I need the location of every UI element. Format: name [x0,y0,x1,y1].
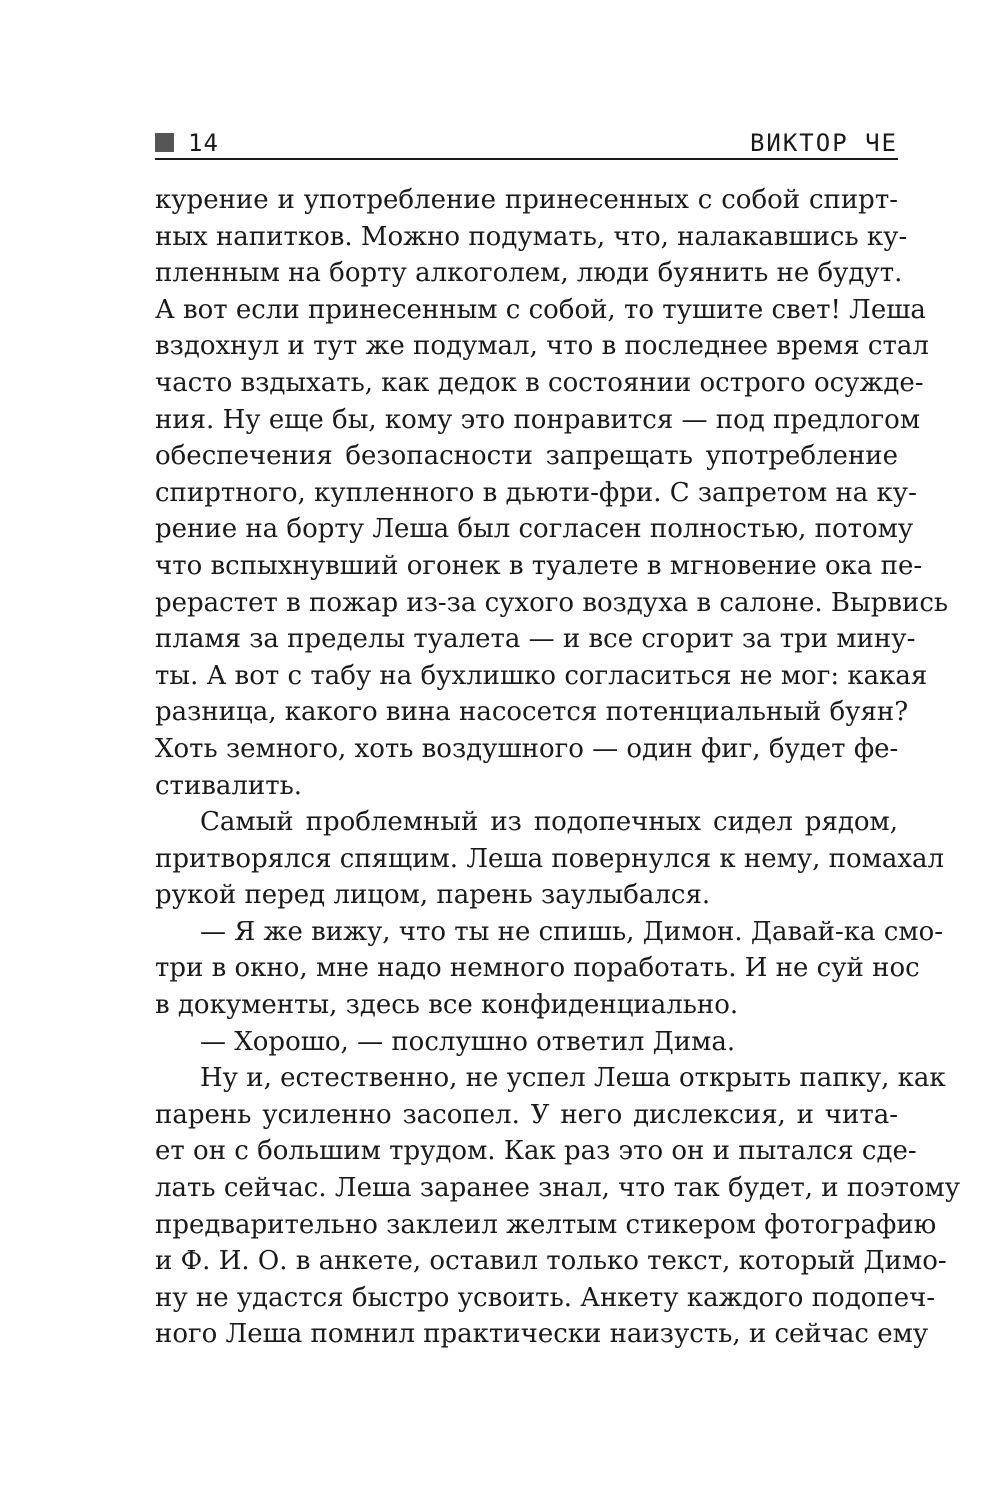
text-line: ты. А вот с табу на бухлишко согласиться не мог: какая [155,660,928,691]
header-square-marker [155,133,174,152]
text-line: разница, какого вина насосется потенциальный буян? [155,697,909,728]
text-line: рение на борту Леша был согласен полностью, потому [155,514,914,545]
text-line: Самый проблемный из подопечных сидел рядом, [200,807,898,838]
text-line: ния. Ну еще бы, кому это понравится — под предлогом [155,404,921,435]
text-line: рерастет в пожар из-за сухого воздуха в салоне. Вырвись [155,587,949,618]
text-line: Ну и, естественно, не успел Леша открыть папку, как [200,1063,946,1094]
text-line: ну не удастся быстро усвоить. Анкету каждого подопеч- [155,1282,936,1313]
text-line: рукой перед лицом, парень заулыбался. [155,880,711,911]
text-line: в документы, здесь все конфиденциально. [155,990,739,1021]
page-number: 14 [188,129,219,157]
text-line: А вот если принесенным с собой, то тушите свет! Леша [155,294,926,325]
text-line: ет он с большим трудом. Как раз это он и пытался сде- [155,1136,917,1167]
text-line: стивалить. [155,770,303,801]
text-line: лать сейчас. Леша заранее знал, что так будет, и поэтому [155,1173,960,1204]
text-line: притворялся спящим. Леша повернулся к нему, помахал [155,843,945,874]
text-line: ного Леша помнил практически наизусть, и сейчас ему [155,1319,929,1350]
text-line: пламя за пределы туалета — и все сгорит за три мину- [155,624,916,655]
text-line: три в окно, мне надо немного поработать. И не суй нос [155,953,920,984]
text-line: пленным на борту алкоголем, люди буянить не будут. [155,258,903,289]
text-line: курение и употребление принесенных с собой спирт- [155,185,898,215]
text-line: ных напитков. Можно подумать, что, налакавшись ку- [155,221,908,252]
text-line: вздохнул и тут же подумал, что в последнее время стал [155,331,929,362]
text-line: и Ф. И. О. в анкете, оставил только текст, который Димо- [155,1246,947,1277]
text-line: обеспечения безопасности запрещать употребление [155,441,898,472]
author-name: ВИКТОР ЧЕ [749,129,898,157]
text-line: предварительно заклеил желтым стикером фотографию [155,1209,937,1240]
text-line: парень усиленно засопел. У него дислексия, и чита- [155,1099,898,1130]
text-line: часто вздыхать, как дедок в состоянии острого осужде- [155,367,924,398]
body-text [155,182,960,1353]
text-line: — Хорошо, — послушно ответил Дима. [200,1026,736,1057]
text-line: Хоть земного, хоть воздушного — один фиг, будет фе- [155,733,899,764]
text-line: что вспыхнувший огонек в туалете в мгновение ока пе- [155,550,923,581]
text-line: спиртного, купленного в дьюти-фри. С запретом на ку- [155,477,917,508]
text-line: — Я же вижу, что ты не спишь, Димон. Давай-ка смо- [200,916,944,947]
running-header [155,128,898,160]
